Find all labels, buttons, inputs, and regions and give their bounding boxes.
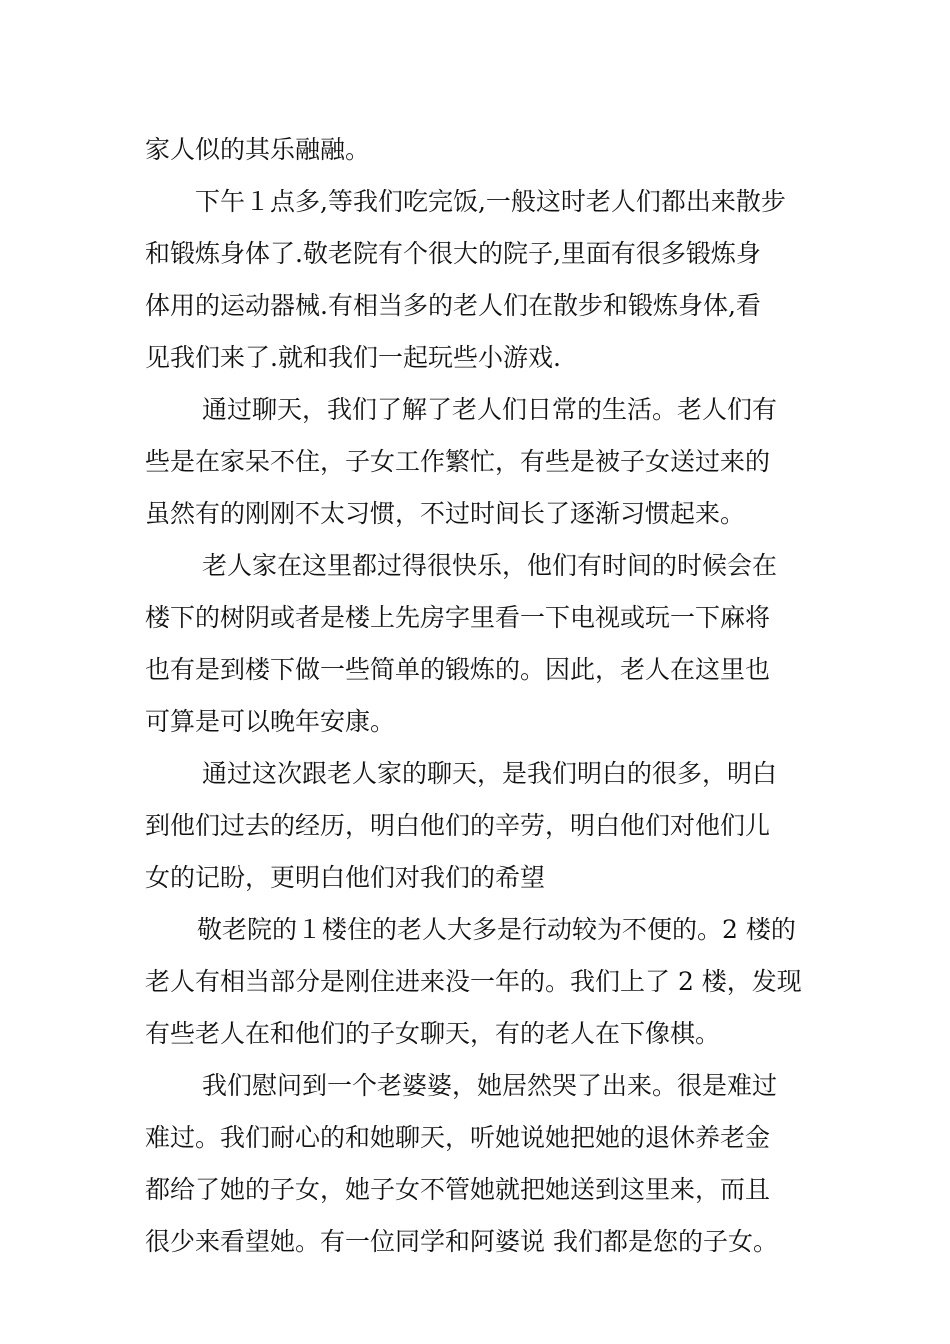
paragraph-4 bbox=[145, 540, 809, 592]
text-line: 家人似的其乐融融。 bbox=[145, 135, 371, 164]
text-line: 很少来看望她。有一位同学和阿婆说 我们都是您的子女。 bbox=[145, 1227, 778, 1256]
paragraph-3-continued bbox=[145, 436, 809, 540]
text-line: 我们慰问到一个老婆婆，她居然哭了出来。很是难过 bbox=[202, 1071, 778, 1100]
paragraph-7-continued bbox=[145, 1112, 809, 1268]
text-line: 敬老院的１楼住的老人大多是行动较为不便的。2 楼的 bbox=[197, 915, 796, 944]
text-line: 到他们过去的经历，明白他们的辛劳，明白他们对他们儿 bbox=[145, 811, 771, 840]
text-line: 都给了她的子女，她子女不管她就把她送到这里来，而且 bbox=[145, 1175, 771, 1204]
document-body bbox=[145, 124, 809, 1268]
text-line: 下午１点多,等我们吃完饭,一般这时老人们都出来散步 bbox=[195, 187, 786, 216]
text-line: 些是在家呆不住，子女工作繁忙，有些是被子女送过来的 bbox=[145, 447, 771, 476]
paragraph-4-continued bbox=[145, 592, 809, 748]
text-line: 楼下的树阴或者是楼上先房字里看一下电视或玩一下麻将 bbox=[145, 603, 771, 632]
paragraph-5-continued bbox=[145, 800, 809, 904]
text-line: 难过。我们耐心的和她聊天，听她说她把她的退休养老金 bbox=[145, 1123, 771, 1152]
text-line: 有些老人在和他们的子女聊天，有的老人在下像棋。 bbox=[145, 1019, 721, 1048]
paragraph-6-continued bbox=[145, 956, 809, 1060]
paragraph-3 bbox=[145, 384, 809, 436]
paragraph-2-continued bbox=[145, 228, 809, 384]
text-line: 和锻炼身体了.敬老院有个很大的院子,里面有很多锻炼身 bbox=[145, 239, 761, 268]
text-line: 通过这次跟老人家的聊天，是我们明白的很多，明白 bbox=[202, 759, 778, 788]
paragraph-5 bbox=[145, 748, 809, 800]
paragraph-1 bbox=[145, 124, 809, 176]
text-line: 通过聊天，我们了解了老人们日常的生活。老人们有 bbox=[202, 395, 778, 424]
paragraph-6 bbox=[145, 904, 809, 956]
text-line: 可算是可以晚年安康。 bbox=[145, 707, 396, 736]
text-line: 老人家在这里都过得很快乐，他们有时间的时候会在 bbox=[202, 551, 778, 580]
paragraph-7 bbox=[145, 1060, 809, 1112]
text-line: 见我们来了.就和我们一起玩些小游戏. bbox=[145, 343, 561, 372]
text-line: 虽然有的刚刚不太习惯，不过时间长了逐渐习惯起来。 bbox=[145, 499, 746, 528]
text-line: 女的记盼，更明白他们对我们的希望 bbox=[145, 863, 546, 892]
text-line: 也有是到楼下做一些简单的锻炼的。因此，老人在这里也 bbox=[145, 655, 771, 684]
paragraph-2 bbox=[145, 176, 809, 228]
text-line: 体用的运动器械.有相当多的老人们在散步和锻炼身体,看 bbox=[145, 291, 761, 320]
text-line: 老人有相当部分是刚住进来没一年的。我们上了 2 楼，发现 bbox=[145, 967, 802, 996]
